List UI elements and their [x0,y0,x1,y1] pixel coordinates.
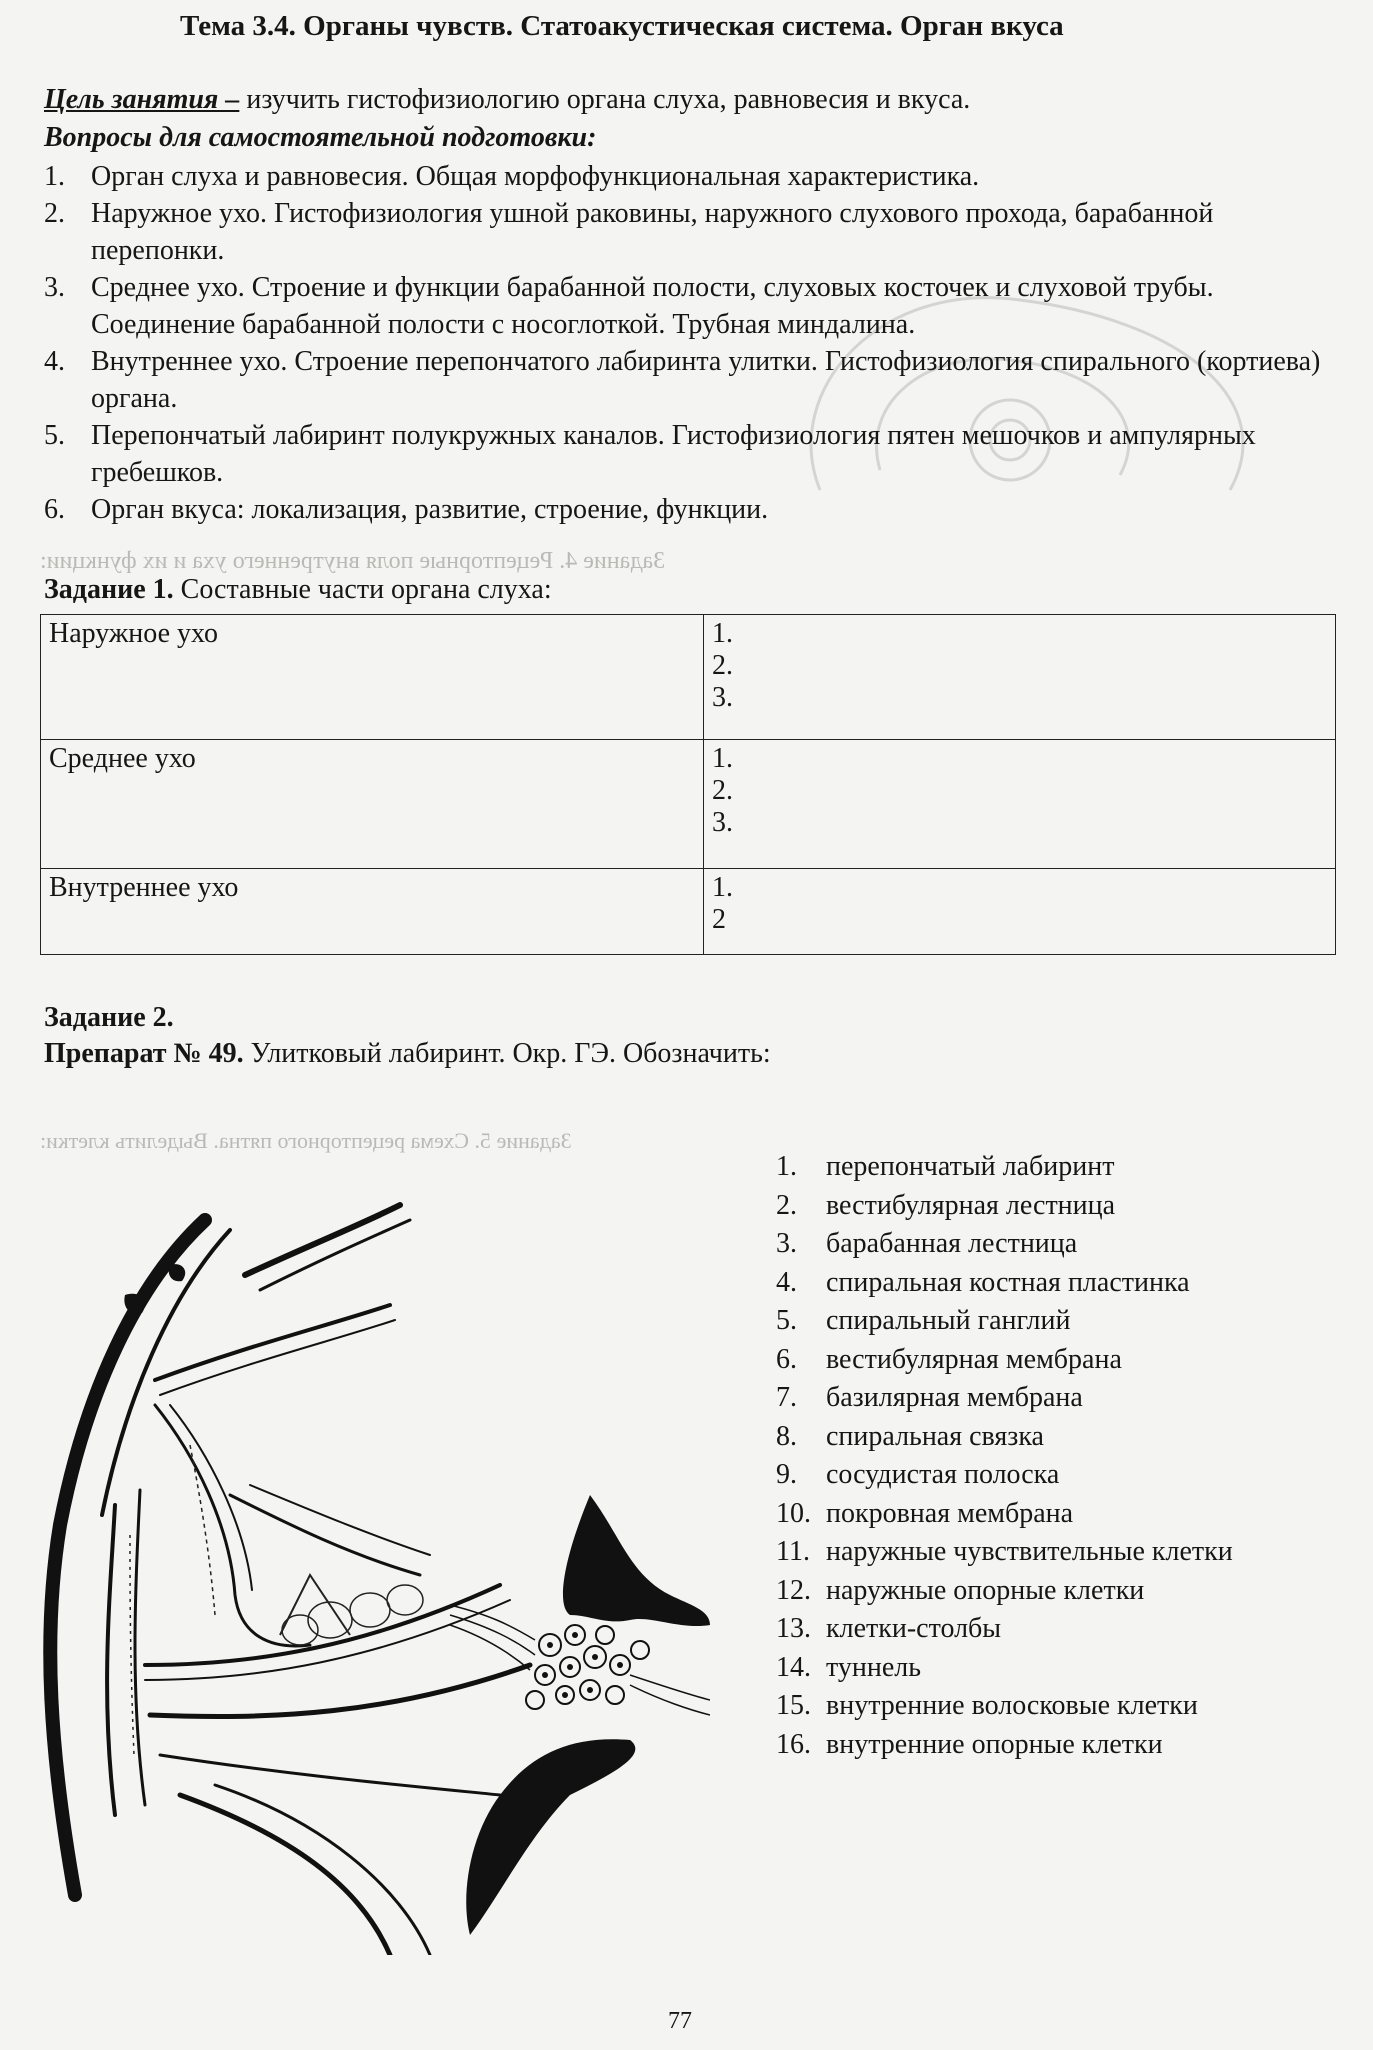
lesson-goal [44,84,970,116]
label-item [776,1456,1233,1495]
label-number: 7. [776,1382,797,1413]
label-text: спиральная связка [826,1420,1044,1452]
question-item [44,343,1334,417]
table-row [41,740,1336,869]
label-text: наружные чувствительные клетки [826,1536,1233,1567]
table-row [41,615,1336,740]
question-text: Среднее ухо. Строение и функции барабанной полости, слуховых косточек и слуховой трубы. Соединение барабанной полости с носоглоткой. Трубная миндалина. [91,272,1214,340]
label-number: 1. [776,1151,797,1182]
goal-text: изучить гистофизиологию органа слуха, равновесия и вкуса. [239,84,971,115]
task1-label: Задание 1. [44,574,174,605]
bleed-through-text: Задание 5. Схема рецепторного пятна. Выделить клетки: [40,1128,572,1153]
label-text: сосудистая полоска [826,1459,1060,1490]
labels-list [776,1148,1233,1764]
question-text: Перепончатый лабиринт полукружных каналов. Гистофизиология пятен мешочков и ампулярных гребешков. [91,420,1256,488]
label-number: 16. [776,1728,811,1760]
ear-part-items [704,740,1336,869]
question-number: 6. [44,494,65,525]
blank-item[interactable]: 2. [712,775,733,806]
label-item [776,1649,1233,1688]
label-text: вестибулярная мембрана [826,1343,1122,1375]
label-text: покровная мембрана [826,1497,1074,1529]
blank-item[interactable]: 1. [712,743,733,774]
question-text: Наружное ухо. Гистофизиология ушной раковины, наружного слухового прохода, барабанной перепонки. [91,198,1214,266]
label-text: внутренние опорные клетки [826,1728,1163,1760]
ear-part-name: Наружное ухо [41,615,704,740]
questions-heading: Вопросы для самостоятельной подготовки: [44,122,597,153]
bleed-through-text: Задание 4. Рецепторные поля внутреннего уха и их функции: [40,548,666,574]
label-text: внутренние волосковые клетки [826,1690,1198,1721]
label-item [776,1572,1233,1611]
question-number: 3. [44,272,65,303]
label-number: 10. [776,1497,811,1529]
ear-part-items [704,869,1336,955]
label-item [776,1726,1233,1765]
task1-heading [44,574,552,606]
label-text: вестибулярная лестница [826,1189,1116,1221]
question-item [44,417,1334,491]
question-item [44,195,1334,269]
label-number: 11. [776,1536,810,1567]
question-number: 2. [44,198,65,229]
question-number: 4. [44,346,65,377]
label-item [776,1533,1233,1572]
blank-item[interactable]: 3. [712,807,733,838]
label-number: 4. [776,1266,797,1298]
label-number: 2. [776,1189,797,1221]
label-number: 9. [776,1459,797,1490]
question-number: 5. [44,420,65,451]
task2-heading: Задание 2. [44,1002,174,1033]
cochlear-labyrinth-drawing [30,1195,710,1955]
label-text: спиральный ганглий [826,1305,1071,1336]
label-item [776,1687,1233,1726]
blank-item[interactable]: 2 [712,904,726,935]
question-text: Орган слуха и равновесия. Общая морфофункциональная характеристика. [91,161,980,192]
question-number: 1. [44,161,65,192]
label-text: клетки-столбы [826,1613,1002,1644]
label-item [776,1610,1233,1649]
blank-item[interactable]: 1. [712,872,733,903]
label-number: 8. [776,1420,797,1452]
label-number: 14. [776,1651,811,1683]
label-number: 3. [776,1228,797,1259]
label-item [776,1225,1233,1264]
blank-item[interactable]: 3. [712,682,733,713]
page-number: 77 [668,2008,692,2034]
task1-text: Составные части органа слуха: [173,574,552,605]
blank-item[interactable]: 1. [712,618,733,649]
label-text: туннель [826,1651,922,1683]
label-number: 12. [776,1574,811,1606]
goal-label: Цель занятия – [44,84,240,115]
ear-part-name: Среднее ухо [41,740,704,869]
ear-parts-table [40,614,1336,955]
label-text: перепончатый лабиринт [826,1151,1115,1182]
label-item [776,1264,1233,1303]
label-item [776,1302,1233,1341]
label-number: 5. [776,1305,797,1336]
label-number: 13. [776,1613,811,1644]
blank-item[interactable]: 2. [712,650,733,681]
label-item [776,1418,1233,1457]
label-number: 15. [776,1690,811,1721]
question-item [44,158,1334,195]
label-text: наружные опорные клетки [826,1574,1145,1606]
question-item [44,269,1334,343]
label-item [776,1148,1233,1187]
specimen-caption [44,1038,771,1070]
specimen-text: Улитковый лабиринт. Окр. ГЭ. Обозначить: [243,1038,771,1069]
table-row [41,869,1336,955]
label-item [776,1187,1233,1226]
label-text: барабанная лестница [826,1228,1078,1259]
question-text: Орган вкуса: локализация, развитие, строение, функции. [91,494,769,525]
questions-list [44,158,1334,528]
label-item [776,1341,1233,1380]
label-item [776,1495,1233,1534]
label-number: 6. [776,1343,797,1375]
label-item [776,1379,1233,1418]
page-title: Тема 3.4. Органы чувств. Статоакустическая система. Орган вкуса [180,10,1064,42]
ear-part-name: Внутреннее ухо [41,869,704,955]
label-text: базилярная мембрана [826,1382,1083,1413]
ear-part-items [704,615,1336,740]
label-text: спиральная костная пластинка [826,1266,1190,1298]
question-text: Внутреннее ухо. Строение перепончатого лабиринта улитки. Гистофизиология спирального (кортиева) органа. [91,346,1321,414]
specimen-label: Препарат № 49. [44,1038,244,1069]
question-item [44,491,1334,528]
